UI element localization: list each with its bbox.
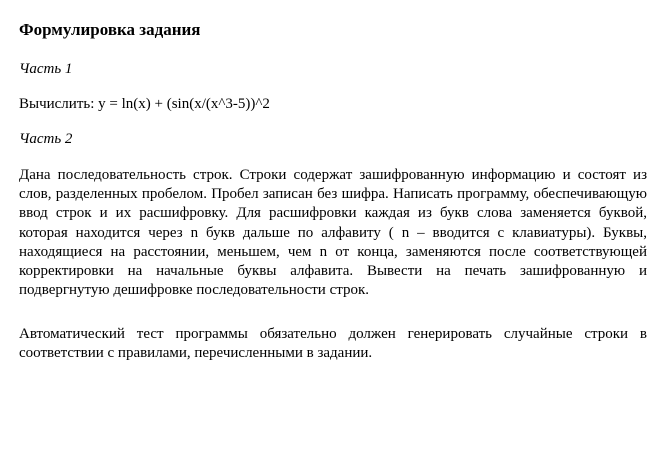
part-1-heading: Часть 1 (19, 61, 73, 77)
part-1-task: Вычислить: y = ln(x) + (sin(x/(x^3-5))^2 (19, 96, 270, 112)
part-2-description-paragraph: Дана последовательность строк. Строки содержат зашифрованную информацию и состоят из слов, разделенных пробелом. Пробел записан без шифра. Написать программу, обеспечивающую ввод строк и их расшифровку. Для расшифровки каждая из букв слова заменяется буквой, которая находится через n букв дальше по алфавиту ( n – вводится с клавиатуры). Буквы, находящиеся на расстоянии, меньшем, чем n от конца, заменяются после соответствующей корректировки на начальные буквы алфавита. Вывести на печать зашифрованную и подвергнутую дешифровке последовательности строк. (19, 167, 647, 299)
part-2-heading: Часть 2 (19, 131, 73, 147)
part-2-test-requirement-paragraph: Автоматический тест программы обязательно должен генерировать случайные строки в соответствии с правилами, перечисленными в задании. (19, 326, 647, 362)
page-title: Формулировка задания (19, 20, 201, 39)
